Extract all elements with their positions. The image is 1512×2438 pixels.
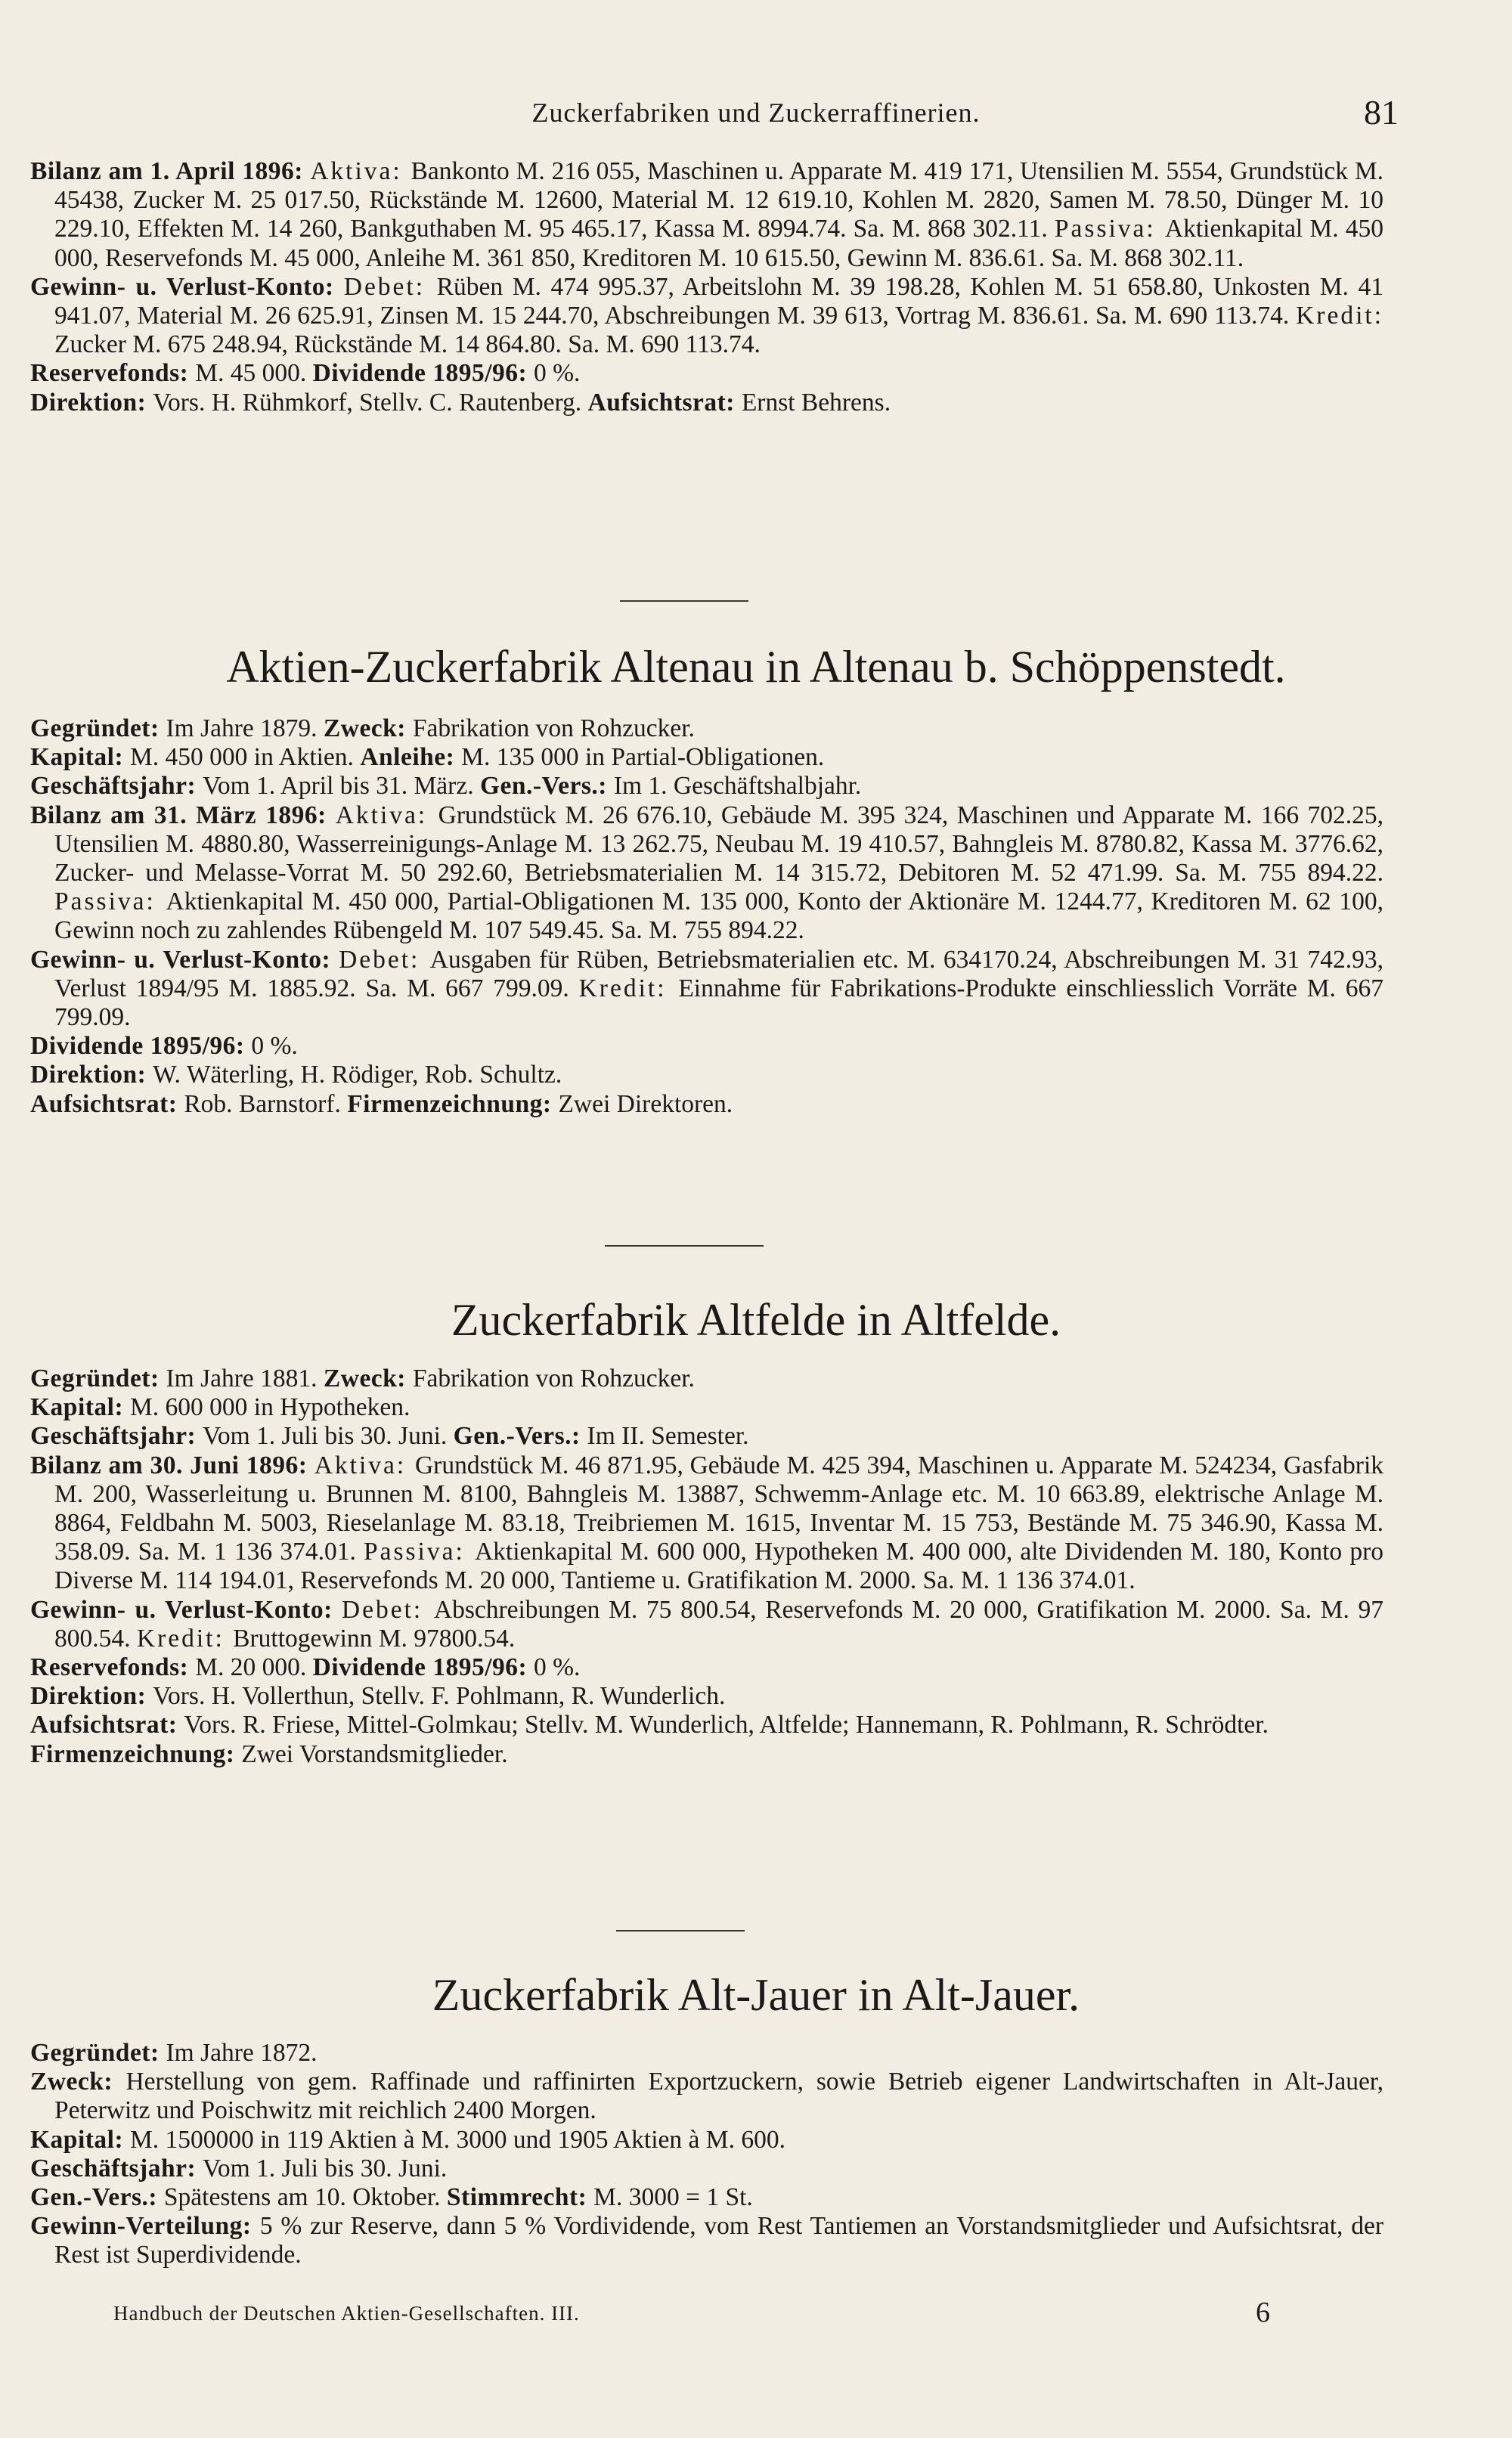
field-text: M. 600 000 in Hypotheken. — [130, 1393, 411, 1422]
field-label: Firmenzeichnung: — [347, 1089, 559, 1118]
field-text: M. 20 000. — [195, 1653, 313, 1682]
paragraph — [30, 2155, 1383, 2183]
field-label: Zweck: — [323, 714, 413, 742]
field-text: Grundstück M. 26 676.10, Gebäude M. 395 324, Maschinen und Apparate M. 166 702.25, Utensilien M. 4880.80, Wasserreinigungs-Anlage M. 13 262.75, Neubau M. 19 410.57, Bahngleis M. 8780.82, Kassa M. 3776.62, Zucker- und Melasse-Vorrat M. 50 292.60, Betriebsmaterialien M. 14 315.72, Debitoren M. 52 471.99. Sa. M. 755 894.22. — [54, 801, 1384, 888]
field-label: Direktion: — [30, 388, 153, 417]
signature-mark: 6 — [1256, 2297, 1270, 2328]
field-text: Im Jahre 1872. — [166, 2039, 318, 2067]
field-label: Kapital: — [30, 2125, 130, 2154]
field-label: Kapital: — [30, 743, 130, 772]
paragraph — [30, 1682, 1383, 1711]
field-label: Anleihe: — [360, 743, 462, 772]
field-text: 5 % zur Reserve, dann 5 % Vordividende, vom Rest Tantiemen an Vorstandsmitglieder und Aufsichtsrat, der Rest ist Superdividende. — [54, 2212, 1383, 2269]
account-label: Passiva: — [54, 888, 166, 916]
field-label: Gegründet: — [30, 714, 166, 742]
field-text: Aktienkapital M. 450 000, Reservefonds M. 45 000, Anleihe M. 361 850, Kreditoren M. 10 615.50, Gewinn M. 836.61. Sa. M. 868 302.11. — [54, 215, 1384, 272]
paragraph — [30, 2183, 1383, 2212]
section-divider — [616, 1930, 745, 1932]
account-label: Debet: — [341, 1595, 434, 1624]
field-text: M. 1500000 in 119 Aktien à M. 3000 und 1905 Aktien à M. 600. — [130, 2125, 785, 2154]
account-label: Aktiva: — [335, 801, 438, 829]
field-text: Rob. Barnstorf. — [184, 1089, 348, 1118]
paragraph — [30, 2068, 1383, 2125]
account-label: Kredit: — [578, 974, 679, 1002]
field-label: Zweck: — [323, 1365, 413, 1392]
paragraph — [30, 1653, 1383, 1682]
field-label: Gegründet: — [30, 2039, 166, 2067]
running-head — [113, 93, 1399, 142]
paragraph — [30, 714, 1383, 743]
field-text: 0 %. — [534, 1653, 581, 1682]
field-label: Firmenzeichnung: — [30, 1739, 242, 1768]
field-text: Ernst Behrens. — [741, 388, 891, 417]
field-text: Im Jahre 1881. — [166, 1365, 324, 1392]
field-label: Dividende 1895/96: — [312, 1653, 534, 1682]
paragraph — [30, 1393, 1383, 1422]
field-label: Geschäftsjahr: — [30, 2154, 203, 2182]
field-label: Kapital: — [30, 1393, 130, 1422]
field-text: Einnahme für Fabrikations-Produkte einschliesslich Vorräte M. 667 799.09. — [54, 974, 1384, 1032]
field-text: Zwei Direktoren. — [558, 1089, 733, 1118]
field-label: Direktion: — [30, 1061, 153, 1089]
field-label: Gewinn- u. Verlust-Konto: — [30, 945, 339, 974]
account-label: Passiva: — [363, 1538, 475, 1566]
entry-altenau — [30, 714, 1383, 1119]
paragraph — [30, 157, 1383, 273]
field-text: W. Wäterling, H. Rödiger, Rob. Schultz. — [153, 1061, 562, 1089]
paragraph — [30, 1422, 1383, 1451]
field-label: Gewinn- u. Verlust-Konto: — [30, 272, 344, 301]
paragraph — [30, 389, 1383, 417]
heading-alt-jauer: Zuckerfabrik Alt-Jauer in Alt-Jauer. — [432, 1970, 1080, 2020]
field-text: Vom 1. Juli bis 30. Juni. — [203, 2154, 448, 2182]
entry-continued — [30, 157, 1383, 417]
field-label: Reservefonds: — [30, 1653, 196, 1682]
field-text: Fabrikation von Rohzucker. — [412, 1365, 695, 1392]
field-text: Im 1. Geschäftshalbjahr. — [613, 772, 862, 801]
field-text: Rüben M. 474 995.37, Arbeitslohn M. 39 198.28, Kohlen M. 51 658.80, Unkosten M. 41 941.07, Material M. 26 625.91, Zinsen M. 15 244.70, Abschreibungen M. 39 613, Vortrag M. 836.61. Sa. M. 690 113.74. — [54, 272, 1384, 330]
footer-source: Handbuch der Deutschen Aktien-Gesellschaften. III. — [113, 2302, 580, 2325]
field-text: Vom 1. April bis 31. März. — [203, 772, 480, 801]
paragraph — [30, 946, 1383, 1033]
entry-alt-jauer — [30, 2039, 1383, 2270]
field-text: 0 %. — [534, 359, 581, 388]
field-text: Aktienkapital M. 600 000, Hypotheken M. 400 000, alte Dividenden M. 180, Konto pro Diverse M. 114 194.01, Reservefonds M. 20 000, Tantieme u. Gratifikation M. 2000. Sa. M. 1 136 374.01. — [54, 1538, 1383, 1595]
field-text: Bankonto M. 216 055, Maschinen u. Apparate M. 419 171, Utensilien M. 5554, Grundstück M. 45438, Zucker M. 25 017.50, Rückstände M. 12600, Material M. 12 619.10, Kohlen M. 2820, Samen M. 78.50, Dünger M. 10 229.10, Effekten M. 14 260, Bankguthaben M. 95 465.17, Kassa M. 8994.74. Sa. M. 868 302.11. — [54, 157, 1384, 243]
paragraph — [30, 772, 1383, 801]
paragraph — [30, 1711, 1383, 1739]
field-label: Gewinn-Verteilung: — [30, 2212, 260, 2241]
section-divider — [605, 1245, 764, 1247]
paragraph — [30, 359, 1383, 388]
field-text: Ausgaben für Rüben, Betriebsmaterialien etc. M. 634170.24, Abschreibungen M. 31 742.93, Verlust 1894/95 M. 1885.92. Sa. M. 667 799.09. — [54, 945, 1384, 1002]
account-label: Debet: — [339, 945, 430, 974]
field-label: Bilanz am 1. April 1896: — [30, 157, 311, 185]
entry-altfelde — [30, 1365, 1383, 1769]
field-text: Vors. H. Rühmkorf, Stellv. C. Rautenberg. — [153, 388, 588, 417]
paragraph — [30, 1365, 1383, 1393]
account-label: Debet: — [343, 272, 437, 301]
field-text: Aktienkapital M. 450 000, Partial-Obligationen M. 135 000, Konto der Aktionäre M. 1244.77, Kreditoren M. 62 100, Gewinn noch zu zahlendes Rübengeld M. 107 549.45. Sa. M. 755 894.22. — [54, 888, 1384, 945]
field-label: Zweck: — [30, 2068, 126, 2096]
page-number: 81 — [1364, 93, 1399, 132]
paragraph — [30, 2039, 1383, 2068]
paragraph — [30, 1090, 1383, 1119]
field-text: M. 3000 = 1 St. — [593, 2183, 753, 2212]
field-text: Vom 1. Juli bis 30. Juni. — [203, 1422, 454, 1451]
field-text: M. 45 000. — [195, 359, 313, 388]
paragraph — [30, 801, 1383, 946]
account-label: Kredit: — [1296, 302, 1383, 330]
field-label: Aufsichtsrat: — [587, 388, 742, 417]
field-text: Abschreibungen M. 75 800.54, Reservefonds M. 20 000, Gratifikation M. 2000. Sa. M. 97 800.54. — [54, 1595, 1384, 1653]
page-footer — [113, 2297, 1399, 2340]
field-text: Bruttogewinn M. 97800.54. — [233, 1624, 516, 1653]
account-label: Aktiva: — [314, 1451, 415, 1479]
field-label: Bilanz am 30. Juni 1896: — [30, 1451, 314, 1479]
paragraph — [30, 1451, 1383, 1596]
field-text: Zucker M. 675 248.94, Rückstände M. 14 864.80. Sa. M. 690 113.74. — [54, 330, 761, 359]
field-text: Vors. R. Friese, Mittel-Golmkau; Stellv. M. Wunderlich, Altfelde; Hannemann, R. Pohlmann, R. Schrödter. — [184, 1711, 1269, 1739]
field-text: Vors. H. Vollerthun, Stellv. F. Pohlmann, R. Wunderlich. — [153, 1682, 726, 1711]
heading-altenau: Aktien-Zuckerfabrik Altenau in Altenau b. Schöppenstedt. — [226, 642, 1286, 692]
account-label: Kredit: — [136, 1624, 234, 1653]
field-text: Im II. Semester. — [587, 1422, 749, 1451]
field-label: Gen.-Vers.: — [453, 1422, 587, 1451]
paragraph — [30, 743, 1383, 772]
field-text: Grundstück M. 46 871.95, Gebäude M. 425 394, Maschinen u. Apparate M. 524234, Gasfabrik M. 200, Wasserleitung u. Brunnen M. 8100, Bahngleis M. 13887, Schwemm-Anlage etc. M. 10 663.89, elektrische Anlage M. 8864, Feldbahn M. 5003, Rieselanlage M. 83.18, Treibriemen M. 1615, Inventar M. 15 753, Bestände M. 75 346.90, Kassa M. 358.09. Sa. M. 1 136 374.01. — [54, 1451, 1383, 1566]
paragraph — [30, 1032, 1383, 1061]
paragraph — [30, 1740, 1383, 1769]
field-label: Geschäftsjahr: — [30, 1422, 203, 1451]
field-text: Zwei Vorstandsmitglieder. — [241, 1739, 508, 1768]
field-label: Aufsichtsrat: — [30, 1711, 184, 1739]
field-label: Gen.-Vers.: — [30, 2183, 164, 2212]
paragraph — [30, 1061, 1383, 1089]
field-label: Geschäftsjahr: — [30, 772, 203, 801]
field-label: Gen.-Vers.: — [479, 772, 614, 801]
field-text: Herstellung von gem. Raffinade und raffinirten Exportzuckern, sowie Betrieb eigener Landwirtschaften in Alt-Jauer, Peterwitz und Poischwitz mit reichlich 2400 Morgen. — [54, 2068, 1383, 2125]
field-label: Dividende 1895/96: — [30, 1032, 252, 1061]
field-label: Direktion: — [30, 1682, 153, 1711]
field-label: Aufsichtsrat: — [30, 1089, 184, 1118]
paragraph — [30, 2212, 1383, 2269]
paragraph — [30, 2126, 1383, 2155]
field-label: Dividende 1895/96: — [312, 359, 534, 388]
heading-altfelde: Zuckerfabrik Altfelde in Altfelde. — [451, 1295, 1061, 1345]
field-text: M. 135 000 in Partial-Obligationen. — [461, 743, 825, 772]
section-divider — [620, 600, 748, 602]
field-text: Spätestens am 10. Oktober. — [163, 2183, 447, 2212]
field-label: Gewinn- u. Verlust-Konto: — [30, 1595, 342, 1624]
field-label: Bilanz am 31. März 1896: — [30, 801, 336, 829]
running-title: Zuckerfabriken und Zuckerraffinerien. — [531, 98, 981, 128]
account-label: Passiva: — [1054, 215, 1165, 243]
field-text: 0 %. — [251, 1032, 298, 1061]
paragraph — [30, 273, 1383, 360]
field-label: Stimmrecht: — [446, 2183, 594, 2212]
field-label: Reservefonds: — [30, 359, 196, 388]
paragraph — [30, 1596, 1383, 1653]
field-text: Im Jahre 1879. — [166, 714, 324, 742]
field-label: Gegründet: — [30, 1365, 166, 1392]
account-label: Aktiva: — [310, 157, 411, 185]
field-text: M. 450 000 in Aktien. — [130, 743, 361, 772]
field-text: Fabrikation von Rohzucker. — [412, 714, 695, 742]
